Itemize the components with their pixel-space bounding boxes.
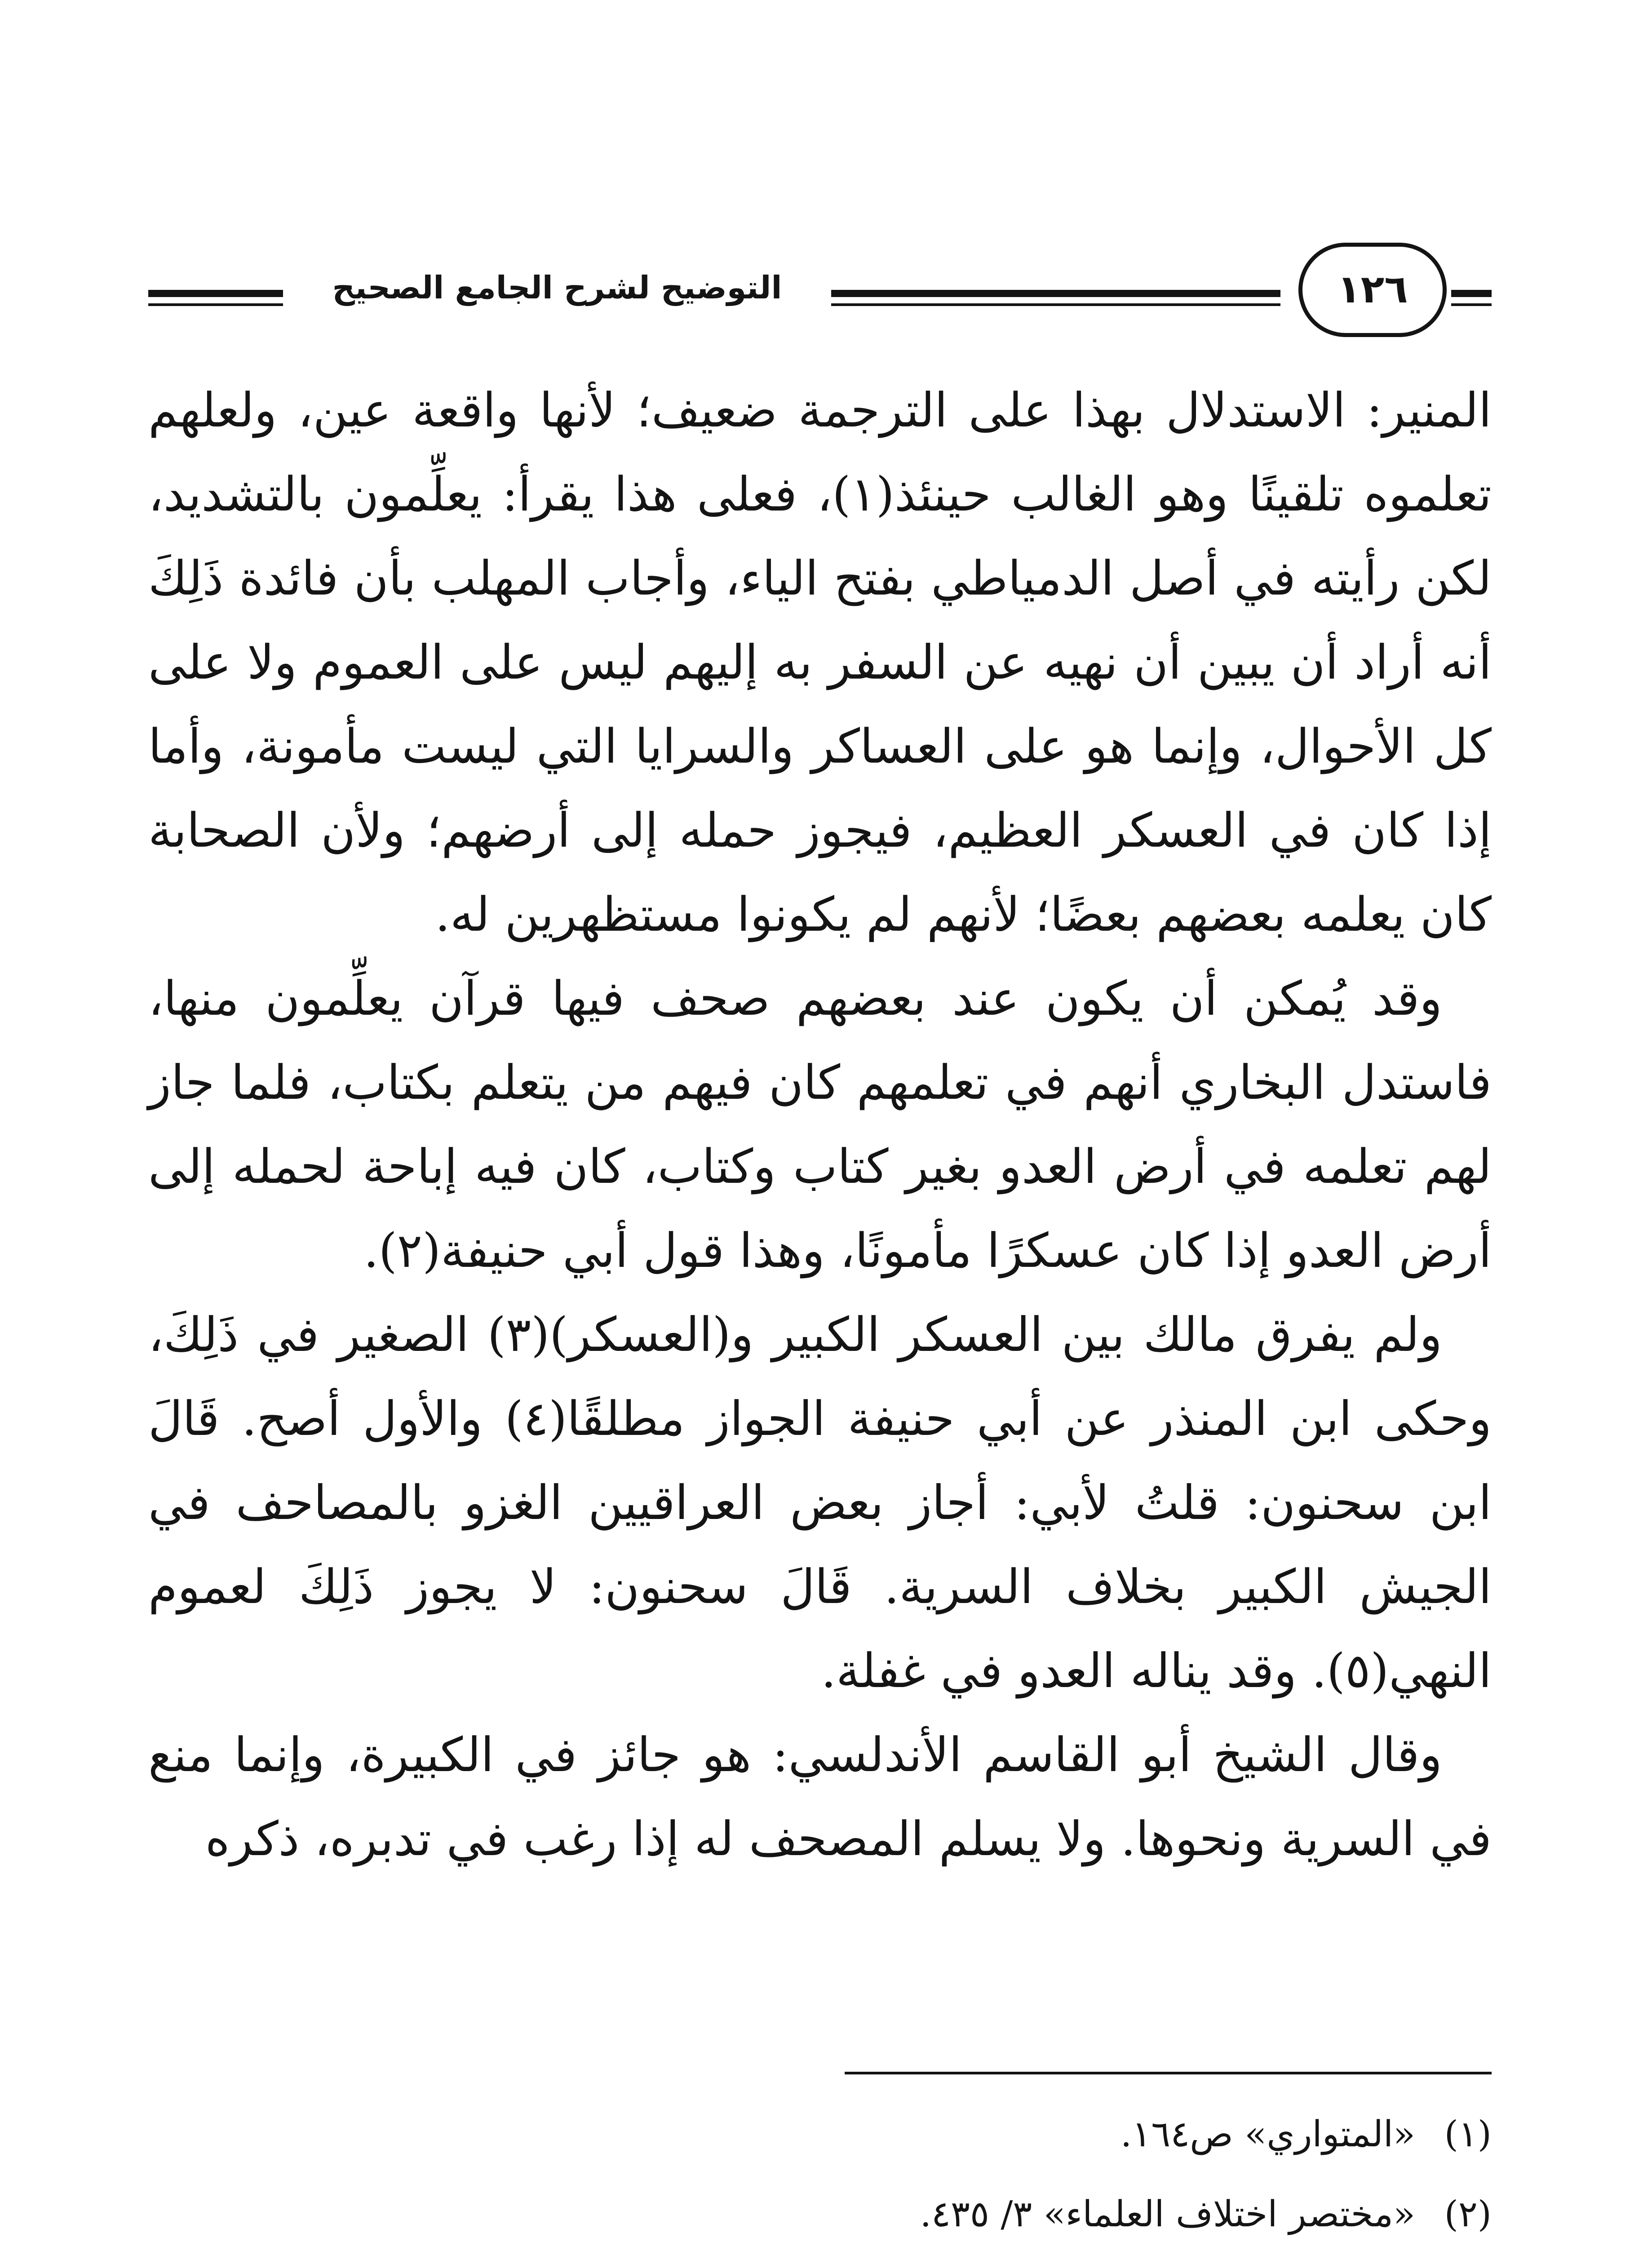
footnote-number: (٢) (1444, 2193, 1492, 2235)
footnote-text: «مختصر اختلاف العلماء» ٣/ ٤٣٥. (920, 2193, 1415, 2235)
footnote-text: «المتواري» ص١٦٤. (1120, 2113, 1415, 2155)
running-title: التوضيح لشرح الجامع الصحيح (332, 269, 782, 306)
paragraph-4: وقال الشيخ أبو القاسم الأندلسي: هو جائز في الكبيرة، وإنما منع في السرية ونحوها. ولا يسلم المصحف له إذا رغب في تدبره، ذكره (148, 1727, 1492, 1866)
footnote-1 (148, 2094, 1492, 2174)
page-number-badge: ١٢٦ (1298, 243, 1447, 337)
footnotes (148, 2094, 1492, 2247)
header-rule-right (1451, 290, 1492, 306)
paragraph-2: وقد يُمكن أن يكون عند بعضهم صحف فيها قرآن يعلِّمون منها، فاستدل البخاري أنهم في تعلمهم كان فيهم من يتعلم بكتاب، فلما جاز لهم تعلمه في أرض العدو بغير كتاب وكتاب، كان فيه إباحة لحمله إلى أرض العدو إذا كان عسكرًا مأمونًا، وهذا قول أبي حنيفة(٢). (148, 971, 1492, 1278)
paragraph-1: المنير: الاستدلال بهذا على الترجمة ضعيف؛ لأنها واقعة عين، ولعلهم تعلموه تلقينًا وهو الغالب حينئذ(١)، فعلى هذا يقرأ: يعلِّمون بالتشديد، لكن رأيته في أصل الدمياطي بفتح الياء، وأجاب المهلب بأن فائدة ذَلِكَ أنه أراد أن يبين أن نهيه عن السفر به إليهم ليس على العموم ولا على كل الأحوال، وإنما هو على العساكر والسرايا التي ليست مأمونة، وأما إذا كان في العسكر العظيم، فيجوز حمله إلى أرضهم؛ ولأن الصحابة كان يعلمه بعضهم بعضًا؛ لأنهم لم يكونوا مستظهرين له. (148, 383, 1492, 942)
body-text (148, 369, 1492, 1881)
header-rule-left (148, 290, 283, 306)
footnote-number: (١) (1444, 2113, 1492, 2155)
header-rule-middle (831, 290, 1280, 306)
running-header (148, 243, 1492, 342)
paragraph-3: ولم يفرق مالك بين العسكر الكبير و(العسكر)(٣) الصغير في ذَلِكَ، وحكى ابن المنذر عن أبي حنيفة الجواز مطلقًا(٤) والأول أصح. قَالَ ابن سحنون: قلتُ لأبي: أجاز بعض العراقيين الغزو بالمصاحف في الجيش الكبير بخلاف السرية. قَالَ سحنون: لا يجوز ذَلِكَ لعموم النهي(٥). وقد يناله العدو في غفلة. (148, 1307, 1492, 1698)
footnote-2 (148, 2174, 1492, 2247)
footnote-separator (845, 2072, 1492, 2074)
